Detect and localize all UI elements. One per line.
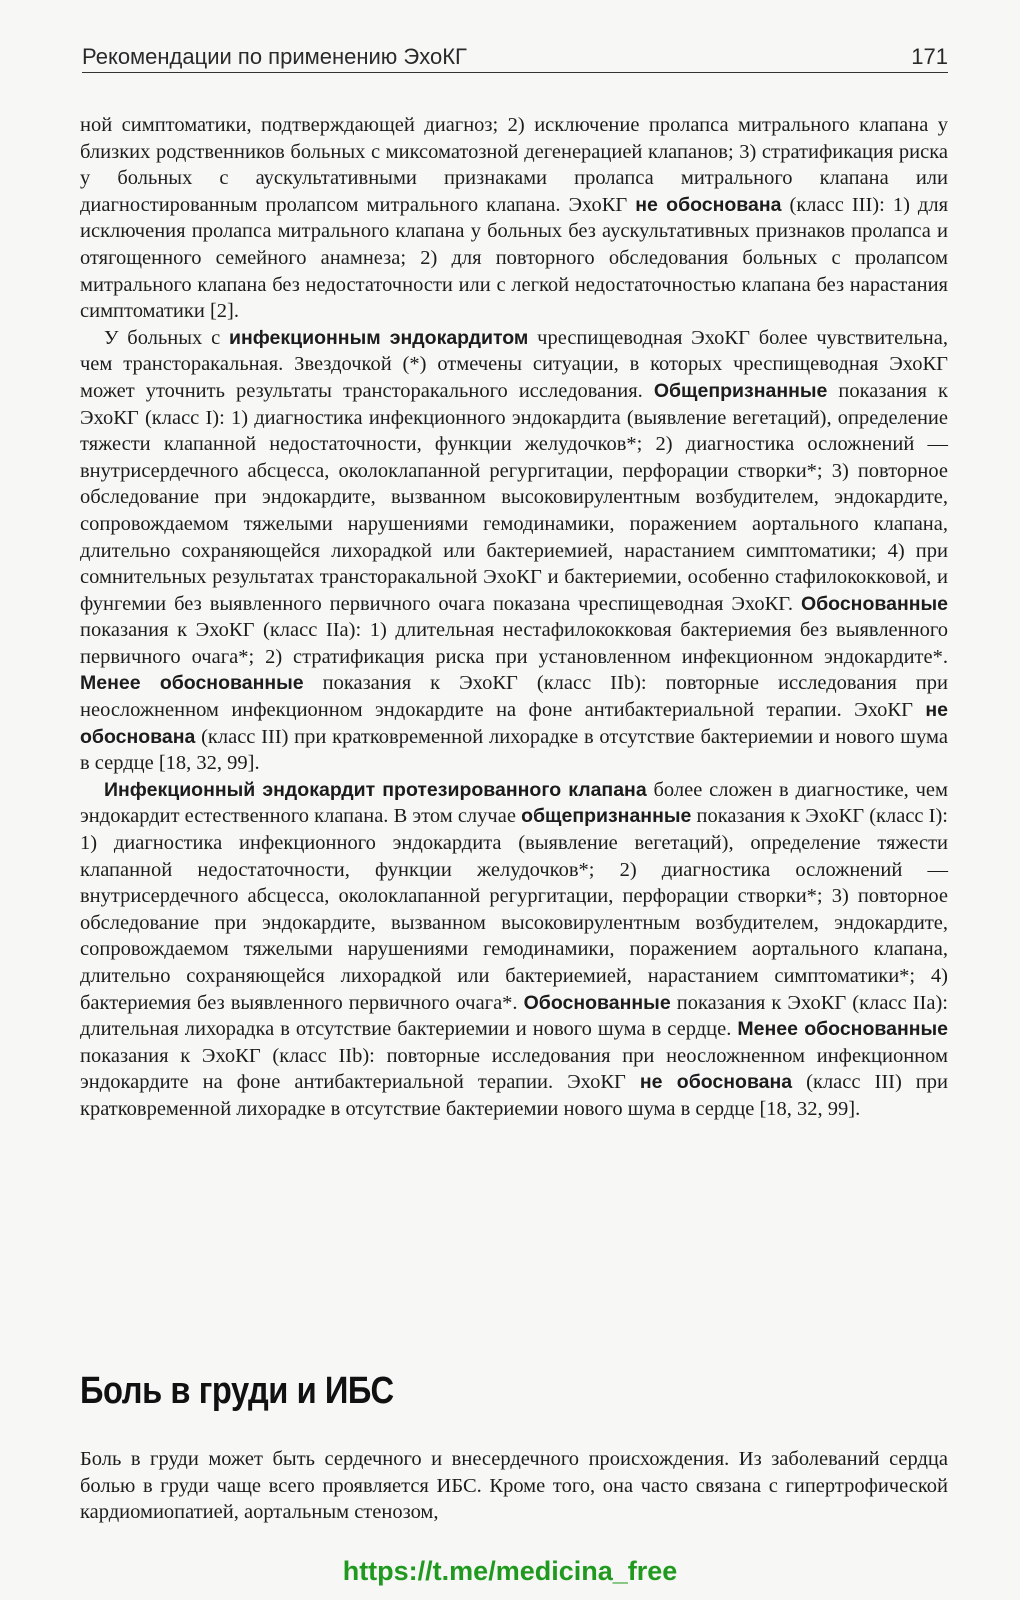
watermark-link[interactable]: https://t.me/medicina_free — [342, 1556, 678, 1586]
running-header — [82, 40, 948, 73]
body-paragraph — [80, 325, 948, 777]
bold-term: Обоснованные — [800, 592, 948, 615]
body-paragraph — [80, 112, 948, 325]
text-run: чреспищеводная ЭхоКГ более чувствительна, чем трансторакальная. Звездочкой (*) отмечены ситуации, в которых чреспищеводная ЭхоКГ может уточнить результаты трансторакального исследования. — [80, 326, 949, 402]
body-paragraph — [80, 777, 948, 1123]
page-number: 171 — [911, 44, 948, 69]
section-intro — [80, 1446, 948, 1526]
text-run: показания к ЭхоКГ (класс IIa): длительная лихорадка в отсутствие бактериемии и нового шума в сердце. — [80, 991, 948, 1041]
bold-term: Обоснованные — [523, 991, 671, 1014]
bold-term: не обоснована — [80, 699, 948, 748]
bold-term: Общепризнанные — [653, 379, 828, 402]
bold-term: общепризнанные — [521, 805, 692, 828]
bold-term: не обоснована — [639, 1071, 793, 1094]
text-run: показания к ЭхоКГ (класс IIb): повторные исследования при неосложненном инфекционном эндокардите на фоне антибактериальной терапии. ЭхоКГ — [80, 672, 948, 722]
body-text — [80, 112, 948, 1123]
bold-term: Менее обоснованные — [80, 672, 304, 695]
text-run: показания к ЭхоКГ (класс I): 1) диагностика инфекционного эндокардита (выявление вегетаций), определение тяжести клапанной недостаточности, функции желудочков*; 2) диагностика осложнений — внутрисердечного абсцесса, околоклапанной регургитации, перфорации створки*; 3) повторное обследование при эндокардите, вызванном высоковирулентным возбудителем, эндокардите, сопровождаемом тяжелыми нарушениями гемодинамики, поражением аортального клапана, длительно сохраняющейся лихорадкой или бактериемией, нарастанием симптоматики; 4) при сомнительных результатах трансторакальной ЭхоКГ и бактериемии, особенно стафилококковой, и фунгемии без выявленного первичного очага показана чреспищеводная ЭхоКГ. — [80, 379, 948, 615]
text-run: У больных с — [104, 326, 229, 349]
text-run: ной симптоматики, подтверждающей диагноз; 2) исключение пролапса митрального клапана у близких родственников больных с миксоматозной дегенерацией клапанов; 3) стратификация риска у больных с аускультативными признаками пролапса митрального клапана или диагностированным пролапсом митрального клапана. ЭхоКГ — [80, 114, 948, 216]
text-run: показания к ЭхоКГ (класс I): 1) диагностика инфекционного эндокардита (выявление вегетаций), определение тяжести клапанной недостаточности, функции желудочков*; 2) диагностика осложнений — внутрисердечного абсцесса, околоклапанной регургитации, перфорации створки*; 3) повторное обследование при эндокардите, вызванном высоковирулентным возбудителем, эндокардите, сопровождаемом тяжелыми нарушениями гемодинамики, поражением аортального клапана, длительно сохраняющейся лихорадкой или бактериемией, нарастанием симптоматики*; 4) бактериемия без выявленного первичного очага*. — [80, 805, 948, 1014]
text-run: (класс III) при кратковременной лихорадке в отсутствие бактериемии и нового шума в сердце [18, 32, 99]. — [80, 725, 948, 775]
bold-term: Менее обоснованные — [737, 1018, 948, 1041]
text-run: показания к ЭхоКГ (класс IIa): 1) длительная нестафилококковая бактериемия без выявленного первичного очага*; 2) стратификация риска при установленном инфекционном эндокардите*. — [80, 619, 948, 668]
text-run: (класс III): 1) для исключения пролапса митрального клапана у больных без аускультативных признаков пролапса и отягощенного семейного анамнеза; 2) для повторного обследования больных с пролапсом митрального клапана без недостаточности или с легкой недостаточностью клапана без нарастания симптоматики [2]. — [80, 193, 948, 323]
running-title: Рекомендации по применению ЭхоКГ — [82, 44, 467, 69]
text-run: более сложен в диагностике, чем эндокардит естественного клапана. В этом случае — [80, 778, 948, 828]
bold-term: Инфекционный эндокардит протезированного клапана — [104, 778, 647, 801]
intro-paragraph: Боль в груди может быть сердечного и внесердечного происхождения. Из заболеваний сердца болью в груди чаще всего проявляется ИБС. Кроме того, она часто связана с гипертрофической кардиомиопатией, аортальным стенозом, — [80, 1448, 948, 1524]
bold-term: не обоснована — [635, 193, 782, 216]
bold-term: инфекционным эндокардитом — [228, 326, 529, 349]
section-title: Боль в груди и ИБС — [80, 1370, 394, 1412]
text-run: (класс III) при кратковременной лихорадке в отсутствие бактериемии нового шума в сердце [18, 32, 99]. — [80, 1071, 949, 1120]
text-run: показания к ЭхоКГ (класс IIb): повторные исследования при неосложненном инфекционном эндокардите на фоне антибактериальной терапии. ЭхоКГ — [80, 1044, 948, 1094]
